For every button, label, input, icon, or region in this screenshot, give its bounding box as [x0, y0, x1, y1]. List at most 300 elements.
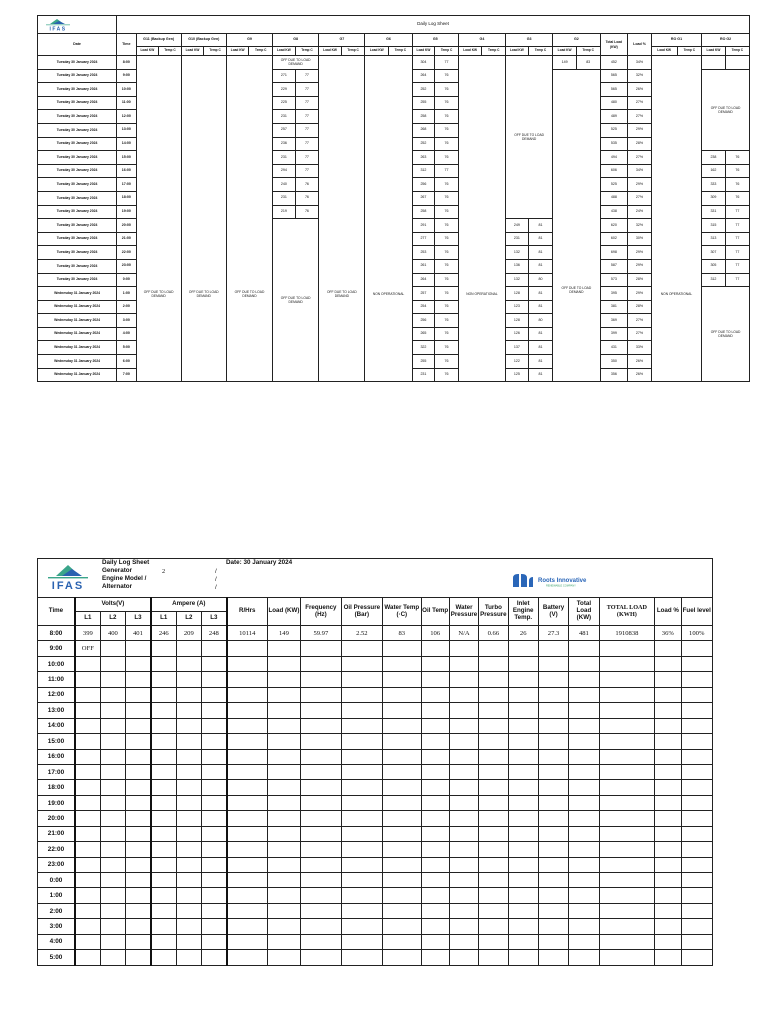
table-row: [38, 888, 713, 903]
g8-load: 225: [273, 96, 296, 110]
row-total-load: 452: [600, 56, 628, 70]
cell-amps-l3: [201, 795, 226, 810]
g3-temp: 81: [528, 246, 553, 260]
cell-frequency: [301, 826, 341, 841]
row-date: Tuesday 30 January 2024: [38, 110, 117, 124]
cell-water-temp: [383, 687, 421, 702]
cell-volts-l2: [100, 718, 125, 733]
g5-load: 267: [412, 191, 435, 205]
cell-fuel-level: [681, 842, 713, 857]
cell-amps-l3: [201, 934, 226, 949]
cell-rhrs: [227, 950, 267, 965]
cell-frequency: [301, 749, 341, 764]
cell-total-load: 481: [569, 626, 599, 641]
cell-volts-l2: [100, 687, 125, 702]
cell-oil-pressure: [341, 780, 382, 795]
cell-amps-l2: [176, 934, 201, 949]
cell-amps-l2: [176, 718, 201, 733]
cell-water-pressure: [449, 903, 478, 918]
slash-2: /: [215, 576, 217, 583]
cell-battery: [538, 672, 568, 687]
cell-amps-l2: [176, 795, 201, 810]
cell-battery: [538, 950, 568, 965]
cell-turbo-pressure: [479, 795, 508, 810]
cell-volts-l3: [126, 749, 151, 764]
g8-load: 240: [273, 178, 296, 192]
row-time: 9:00: [117, 69, 137, 83]
cell-volts-l1: [75, 764, 100, 779]
g5-temp: 76: [435, 123, 459, 137]
cell-volts-l2: [100, 764, 125, 779]
cell-total-load: [569, 703, 599, 718]
cell-amps-l1: [151, 734, 176, 749]
cell-total-load-kwh: [599, 703, 655, 718]
cell-inlet-temp: [508, 857, 538, 872]
cell-water-pressure: [449, 656, 478, 671]
col-g6: G6: [365, 34, 412, 47]
top-log-sheet: [37, 15, 750, 382]
top-log-table: [37, 15, 750, 382]
col-amps-l1: L1: [151, 612, 176, 626]
cell-inlet-temp: [508, 641, 538, 656]
cell-battery: [538, 718, 568, 733]
cell-oil-temp: [421, 687, 449, 702]
cell-amps-l2: [176, 826, 201, 841]
cell-volts-l2: [100, 857, 125, 872]
cell-oil-temp: [421, 703, 449, 718]
row-time: 19:00: [117, 205, 137, 219]
alternator-label: Alternator: [102, 583, 133, 590]
cell-water-temp: [383, 857, 421, 872]
cell-fuel-level: [681, 873, 713, 888]
col-ampere: Ampere (A): [151, 598, 227, 612]
g5-temp: 77: [435, 56, 459, 70]
cell-fuel-level: [681, 826, 713, 841]
cell-battery: [538, 919, 568, 934]
cell-volts-l1: [75, 687, 100, 702]
cell-amps-l2: [176, 703, 201, 718]
cell-rhrs: [227, 780, 267, 795]
row-load-pct: 34%: [628, 56, 652, 70]
g4-status: NON OPERATIONAL: [458, 56, 505, 382]
g6-status: NON OPERATIONAL: [365, 56, 412, 382]
cell-turbo-pressure: [479, 950, 508, 965]
cell-oil-pressure: [341, 641, 382, 656]
cell-battery: [538, 888, 568, 903]
g3-load: 132: [506, 246, 529, 260]
row-date: Wednesday 31 January 2024: [38, 300, 117, 314]
cell-fuel-level: [681, 950, 713, 965]
cell-inlet-temp: [508, 903, 538, 918]
cell-oil-pressure: [341, 672, 382, 687]
cell-total-load: [569, 641, 599, 656]
cell-volts-l1: [75, 950, 100, 965]
row-load-pct: 29%: [628, 287, 652, 301]
roots-innovative-logo-icon: [510, 572, 630, 588]
cell-turbo-pressure: [479, 764, 508, 779]
cell-inlet-temp: [508, 703, 538, 718]
cell-load-pct: [655, 749, 681, 764]
ifas-logo-icon: [40, 562, 100, 594]
sub-header-load-kw: Load KW: [702, 47, 726, 56]
cell-volts-l2: [100, 780, 125, 795]
row-total-load: 494: [600, 151, 628, 165]
g3-load: 125: [506, 368, 529, 382]
cell-inlet-temp: [508, 656, 538, 671]
cell-amps-l1: [151, 857, 176, 872]
row-time: 1:00: [117, 287, 137, 301]
cell-volts-l3: [126, 950, 151, 965]
cell-load: [267, 842, 300, 857]
row-time: 4:00: [38, 934, 75, 949]
col-volts-l3: L3: [126, 612, 151, 626]
top-sheet-title: Daily Log Sheet: [117, 16, 750, 34]
g3-temp: 80: [528, 314, 553, 328]
row-time: 2:00: [38, 903, 75, 918]
cell-total-load: [569, 687, 599, 702]
cell-inlet-temp: [508, 950, 538, 965]
cell-volts-l2: 400: [100, 626, 125, 641]
cell-frequency: [301, 919, 341, 934]
row-time: 21:00: [117, 232, 137, 246]
cell-rhrs: [227, 718, 267, 733]
cell-total-load-kwh: [599, 672, 655, 687]
cell-battery: [538, 764, 568, 779]
cell-amps-l3: [201, 734, 226, 749]
g5-temp: 76: [435, 287, 459, 301]
sub-header-load-kw: Load KW: [365, 47, 389, 56]
cell-load: [267, 687, 300, 702]
sub-header-temp-c: Temp C: [295, 47, 319, 56]
row-date: Tuesday 30 January 2024: [38, 178, 117, 192]
cell-total-load-kwh: [599, 950, 655, 965]
g3-load: 136: [506, 259, 529, 273]
cell-water-temp: [383, 826, 421, 841]
col-inlet-engine-temp: Inlet Engine Temp.: [508, 598, 538, 626]
g5-load: 264: [412, 273, 435, 287]
row-date: Tuesday 30 January 2024: [38, 56, 117, 70]
cell-inlet-temp: [508, 764, 538, 779]
row-load-pct: 33%: [628, 341, 652, 355]
row-date: Tuesday 30 January 2024: [38, 96, 117, 110]
g5-temp: 76: [435, 259, 459, 273]
row-time: 16:00: [117, 164, 137, 178]
cell-load: [267, 749, 300, 764]
row-total-load: 587: [600, 259, 628, 273]
row-time: 12:00: [117, 110, 137, 124]
g5-load: 265: [412, 327, 435, 341]
cell-volts-l3: [126, 857, 151, 872]
sub-header-load-kw: Load KW: [226, 47, 249, 56]
cell-amps-l1: [151, 888, 176, 903]
cell-battery: [538, 857, 568, 872]
cell-water-pressure: [449, 749, 478, 764]
cell-oil-temp: [421, 888, 449, 903]
cell-amps-l1: [151, 950, 176, 965]
cell-load: [267, 734, 300, 749]
cell-volts-l2: [100, 672, 125, 687]
cell-battery: [538, 842, 568, 857]
cell-oil-pressure: [341, 749, 382, 764]
cell-water-pressure: [449, 919, 478, 934]
cell-total-load: [569, 780, 599, 795]
row-total-load: 489: [600, 110, 628, 124]
cell-volts-l3: [126, 842, 151, 857]
col-volts: Volts(V): [75, 598, 151, 612]
cell-turbo-pressure: [479, 780, 508, 795]
sub-header-load-kw: Load KW: [458, 47, 482, 56]
cell-water-temp: [383, 842, 421, 857]
row-time: 17:00: [38, 764, 75, 779]
cell-total-load-kwh: [599, 687, 655, 702]
cell-frequency: [301, 857, 341, 872]
row-total-load: 350: [600, 355, 628, 369]
cell-load: [267, 672, 300, 687]
sub-header-load-kw: Load KW: [319, 47, 342, 56]
ro-g2-temp: 77: [725, 246, 749, 260]
row-date: Tuesday 30 January 2024: [38, 246, 117, 260]
cell-water-temp: [383, 734, 421, 749]
cell-volts-l2: [100, 842, 125, 857]
cell-total-load: [569, 826, 599, 841]
cell-load-pct: [655, 950, 681, 965]
cell-turbo-pressure: [479, 687, 508, 702]
cell-volts-l1: [75, 934, 100, 949]
cell-total-load-kwh: [599, 811, 655, 826]
cell-oil-temp: [421, 641, 449, 656]
table-row: [38, 656, 713, 671]
g3-temp: 80: [528, 273, 553, 287]
cell-oil-pressure: [341, 934, 382, 949]
cell-amps-l2: [176, 888, 201, 903]
table-row: [38, 842, 713, 857]
g8-temp: 77: [295, 110, 319, 124]
cell-amps-l2: [176, 749, 201, 764]
col-oil-temp: Oil Temp: [421, 598, 449, 626]
cell-water-temp: [383, 672, 421, 687]
cell-inlet-temp: [508, 873, 538, 888]
cell-turbo-pressure: 0.66: [479, 626, 508, 641]
row-date: Tuesday 30 January 2024: [38, 191, 117, 205]
row-total-load: 565: [600, 69, 628, 83]
row-time: 9:00: [38, 641, 75, 656]
col-g2: G2: [553, 34, 600, 47]
cell-oil-pressure: [341, 873, 382, 888]
generator-number: 2: [162, 568, 166, 575]
cell-frequency: [301, 718, 341, 733]
sub-header-load-kw: Load KW: [273, 47, 296, 56]
cell-water-temp: [383, 641, 421, 656]
ro-g2-load: 315: [702, 219, 726, 233]
g3-temp: 81: [528, 327, 553, 341]
col-g3: G3: [506, 34, 553, 47]
sub-header-load-kw: Load KW: [412, 47, 435, 56]
cell-volts-l3: [126, 934, 151, 949]
g5-temp: 76: [435, 314, 459, 328]
cell-frequency: [301, 903, 341, 918]
cell-battery: 27.3: [538, 626, 568, 641]
cell-turbo-pressure: [479, 842, 508, 857]
row-total-load: 606: [600, 164, 628, 178]
cell-total-load: [569, 934, 599, 949]
g8-temp: 77: [295, 96, 319, 110]
row-total-load: 356: [600, 368, 628, 382]
cell-rhrs: [227, 888, 267, 903]
g5-temp: 76: [435, 137, 459, 151]
row-date: Tuesday 30 January 2024: [38, 219, 117, 233]
cell-amps-l1: [151, 764, 176, 779]
table-row: [38, 672, 713, 687]
cell-amps-l3: 248: [201, 626, 226, 641]
cell-oil-pressure: [341, 764, 382, 779]
g5-temp: 76: [435, 110, 459, 124]
cell-volts-l1: [75, 656, 100, 671]
col-time: Time: [38, 598, 75, 626]
cell-frequency: [301, 888, 341, 903]
cell-water-pressure: [449, 888, 478, 903]
table-row: [38, 780, 713, 795]
cell-turbo-pressure: [479, 749, 508, 764]
g5-load: 256: [412, 178, 435, 192]
cell-load: [267, 934, 300, 949]
col-g7: G7: [319, 34, 365, 47]
cell-oil-temp: [421, 950, 449, 965]
cell-inlet-temp: [508, 919, 538, 934]
row-date: Wednesday 31 January 2024: [38, 287, 117, 301]
g5-load: 264: [412, 69, 435, 83]
row-time: 16:00: [38, 749, 75, 764]
row-total-load: 431: [600, 341, 628, 355]
slash-1: /: [215, 568, 217, 575]
cell-volts-l3: 401: [126, 626, 151, 641]
g8-temp: 77: [295, 137, 319, 151]
cell-battery: [538, 826, 568, 841]
cell-load-pct: [655, 888, 681, 903]
cell-amps-l1: [151, 641, 176, 656]
svg-text:RENEWABLE COMPANY: RENEWABLE COMPANY: [546, 584, 576, 588]
cell-water-temp: [383, 780, 421, 795]
bottom-sheet-header: [37, 558, 713, 597]
row-load-pct: 28%: [628, 300, 652, 314]
cell-inlet-temp: [508, 718, 538, 733]
g8-status: OFF DUE TO LOAD DEMAND: [273, 219, 319, 382]
cell-rhrs: [227, 811, 267, 826]
cell-oil-pressure: [341, 826, 382, 841]
row-time: 11:00: [38, 672, 75, 687]
cell-total-load: [569, 749, 599, 764]
row-time: 3:00: [38, 919, 75, 934]
g8-load: 231: [273, 110, 296, 124]
cell-inlet-temp: [508, 888, 538, 903]
ro-g2-load: 313: [702, 232, 726, 246]
cell-volts-l1: [75, 780, 100, 795]
sub-header-temp-c: Temp C: [482, 47, 506, 56]
row-total-load: 369: [600, 314, 628, 328]
row-date: Wednesday 31 January 2024: [38, 314, 117, 328]
cell-inlet-temp: [508, 734, 538, 749]
cell-amps-l3: [201, 749, 226, 764]
cell-load-pct: [655, 934, 681, 949]
col-g11: G11 (Backup Gen): [136, 34, 181, 47]
cell-amps-l2: [176, 641, 201, 656]
cell-volts-l2: [100, 934, 125, 949]
cell-total-load: [569, 842, 599, 857]
cell-turbo-pressure: [479, 919, 508, 934]
g5-temp: 76: [435, 232, 459, 246]
cell-load: 149: [267, 626, 300, 641]
row-time: 22:00: [117, 246, 137, 260]
row-load-pct: 27%: [628, 96, 652, 110]
cell-frequency: [301, 795, 341, 810]
cell-total-load-kwh: [599, 641, 655, 656]
col-total-load: Total Load (KW): [569, 598, 599, 626]
cell-amps-l1: [151, 718, 176, 733]
cell-amps-l1: [151, 749, 176, 764]
cell-water-temp: [383, 795, 421, 810]
cell-battery: [538, 749, 568, 764]
cell-rhrs: [227, 826, 267, 841]
g5-temp: 76: [435, 83, 459, 97]
ro-g2-status: OFF DUE TO LOAD DEMAND: [702, 287, 750, 382]
cell-rhrs: [227, 672, 267, 687]
ro-g2-temp: 77: [725, 205, 749, 219]
cell-total-load-kwh: [599, 764, 655, 779]
cell-load-pct: [655, 780, 681, 795]
cell-oil-temp: [421, 656, 449, 671]
cell-load-pct: [655, 656, 681, 671]
row-load-pct: 28%: [628, 273, 652, 287]
cell-volts-l3: [126, 811, 151, 826]
cell-amps-l2: 209: [176, 626, 201, 641]
cell-volts-l3: [126, 641, 151, 656]
row-total-load: 525: [600, 123, 628, 137]
cell-total-load: [569, 857, 599, 872]
row-load-pct: 34%: [628, 164, 652, 178]
cell-inlet-temp: [508, 749, 538, 764]
cell-total-load-kwh: [599, 718, 655, 733]
cell-oil-temp: [421, 749, 449, 764]
cell-fuel-level: [681, 857, 713, 872]
g10-status: OFF DUE TO LOAD DEMAND: [181, 56, 226, 382]
cell-volts-l3: [126, 703, 151, 718]
row-time: 15:00: [38, 734, 75, 749]
cell-volts-l3: [126, 764, 151, 779]
cell-frequency: [301, 687, 341, 702]
g8-temp: 76: [295, 191, 319, 205]
row-time: 18:00: [38, 780, 75, 795]
cell-battery: [538, 687, 568, 702]
cell-water-pressure: [449, 873, 478, 888]
row-total-load: 602: [600, 232, 628, 246]
cell-volts-l3: [126, 656, 151, 671]
row-load-pct: 32%: [628, 219, 652, 233]
ro-g2-temp: 77: [725, 273, 749, 287]
row-load-pct: 32%: [628, 69, 652, 83]
cell-volts-l3: [126, 672, 151, 687]
cell-amps-l2: [176, 672, 201, 687]
row-time: 4:00: [117, 327, 137, 341]
cell-volts-l1: 399: [75, 626, 100, 641]
cell-water-pressure: [449, 718, 478, 733]
cell-volts-l2: [100, 703, 125, 718]
ifas-logo-icon: [41, 18, 81, 31]
cell-load: [267, 718, 300, 733]
row-total-load: 488: [600, 191, 628, 205]
row-load-pct: 29%: [628, 178, 652, 192]
cell-total-load-kwh: [599, 795, 655, 810]
g3-load: 132: [506, 273, 529, 287]
cell-volts-l3: [126, 873, 151, 888]
